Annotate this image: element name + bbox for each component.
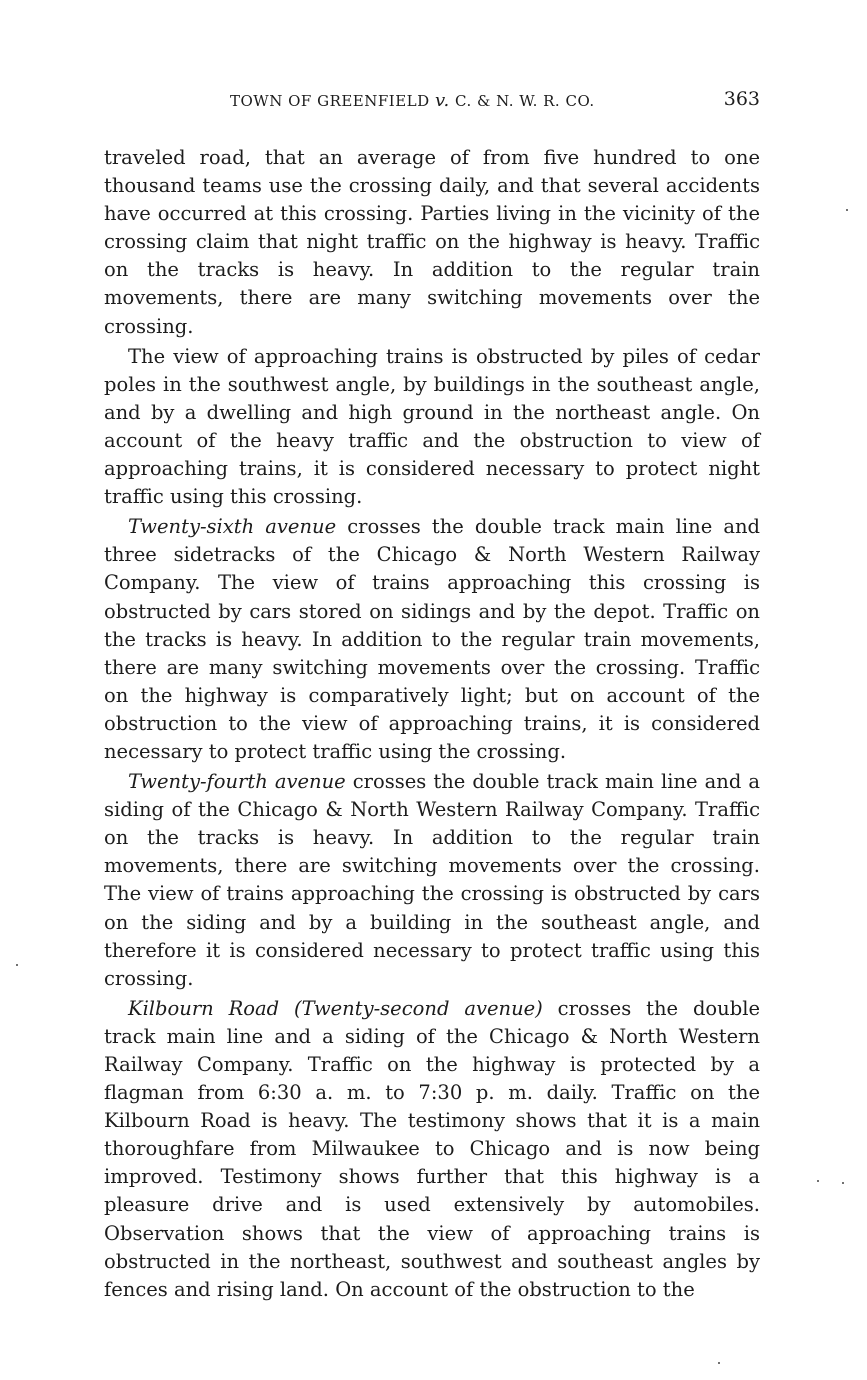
paragraph-2-text: The view of approaching trains is obstructed by piles of cedar poles in the southwest angle, by buildings in the southeast angle, and by a dwelling and high ground in the northeast angle. On account of the heavy traffic and the obstruction to view of approaching trains, it is considered necessary to protect night traffic using this crossing.: [104, 344, 760, 509]
scan-speck: [842, 1182, 844, 1184]
body-text: [104, 144, 760, 1304]
paragraph-3-text: crosses the double track main line and three sidetracks of the Chicago & North Western Railway Company. The view of trains approaching this crossing is obstructed by cars stored on sidings and by the depot. Traffic on the tracks is heavy. In addition to the regular train movements, there are many switching movements over the crossing. Traffic on the highway is comparatively light; but on account of the obstruction to the view of approaching trains, it is considered necessary to protect traffic using the crossing.: [104, 515, 760, 763]
paragraph-1: [104, 144, 760, 341]
scan-speck: [16, 964, 18, 966]
running-head-suffix: C. & N. W. R. CO.: [455, 92, 595, 110]
running-head-prefix: TOWN OF GREENFIELD: [230, 92, 430, 110]
paragraph-3: [104, 513, 760, 766]
page-number: 363: [723, 88, 760, 110]
paragraph-5-text: crosses the double track main line and a siding of the Chicago & North Western Railway Company. Traffic on the highway is protected by a flagman from 6:30 a. m. to 7:30 p. m. daily. Traffic on the Kilbourn Road is heavy. The testimony shows that it is a main thoroughfare from Milwaukee to Chicago and is now being improved. Testimony shows further that this highway is a pleasure drive and is used extensively by automobiles. Observation shows that the view of approaching trains is obstructed in the northeast, southwest and southeast angles by fences and rising land. On account of the obstruction to the: [104, 996, 760, 1301]
street-name-twenty-sixth: Twenty-sixth avenue: [128, 515, 337, 539]
page-header: [104, 84, 760, 118]
paragraph-4: [104, 768, 760, 993]
running-head-versus: v.: [434, 90, 450, 111]
paragraph-5: [104, 995, 760, 1304]
paragraph-4-text: crosses the double track main line and a siding of the Chicago & North Western Railway Company. Traffic on the tracks is heavy. In addition to the regular train movements, there are switching movements over the crossing. The view of trains approaching the crossing is obstructed by cars on the siding and by a building in the southeast angle, and therefore it is considered necessary to protect traffic using this crossing.: [104, 770, 760, 990]
street-name-twenty-fourth: Twenty-fourth avenue: [128, 770, 346, 794]
street-name-kilbourn-road: Kilbourn Road (Twenty-second avenue): [128, 996, 543, 1020]
scan-speck: [817, 1180, 819, 1182]
scan-speck: [718, 1362, 720, 1364]
paragraph-1-text: traveled road, that an average of from five hundred to one thousand teams use the crossing daily, and that several accidents have occurred at this crossing. Parties living in the vicinity of the crossing claim that night traffic on the highway is heavy. Traffic on the tracks is heavy. In addition to the regular train movements, there are many switching movements over the crossing.: [104, 146, 760, 338]
document-page: [104, 84, 760, 1301]
running-head: [230, 90, 595, 111]
paragraph-2: [104, 343, 760, 512]
scan-speck: [846, 209, 848, 211]
